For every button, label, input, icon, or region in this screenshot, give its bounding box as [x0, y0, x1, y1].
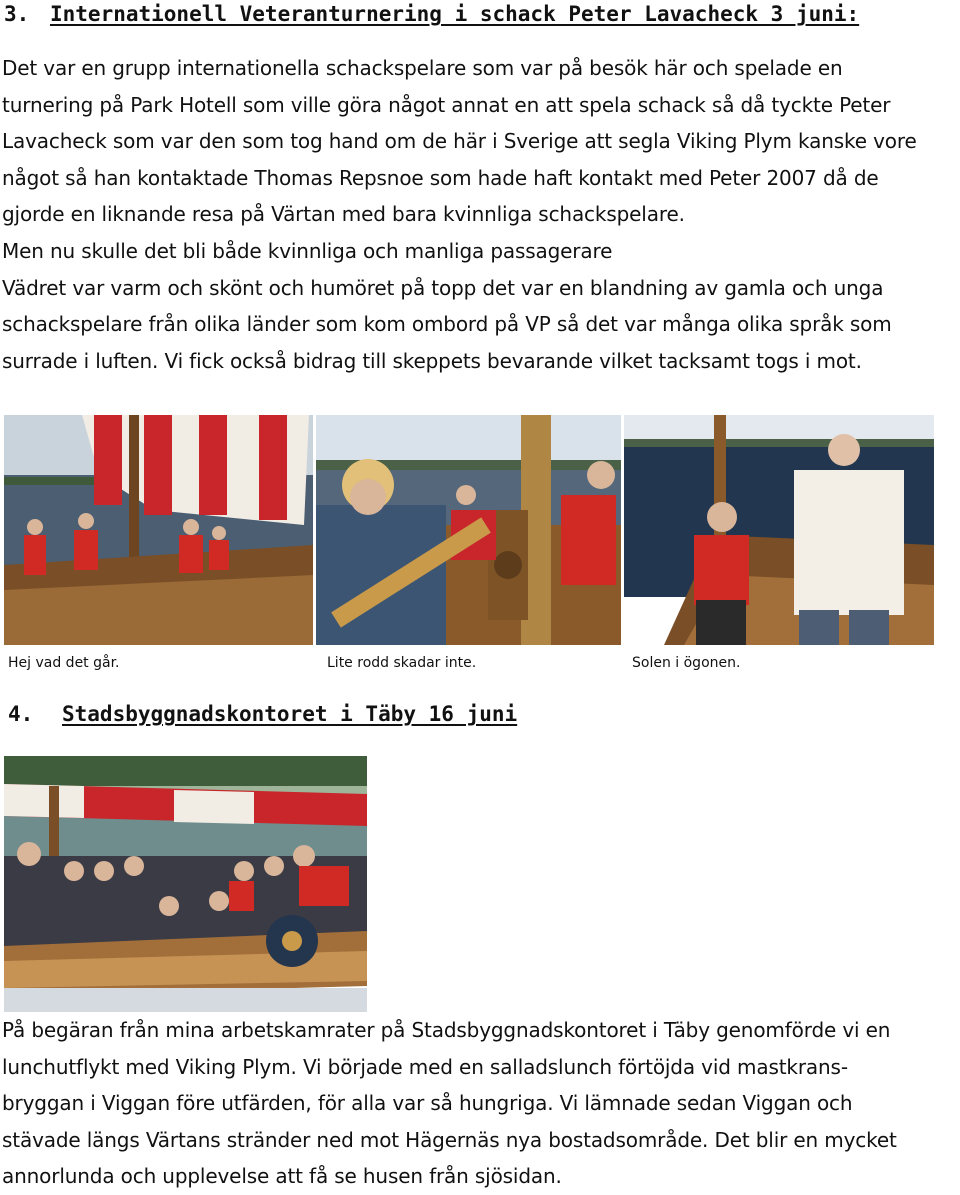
- paragraph-line: lunchutflykt med Viking Plym. Vi började med en salladslunch förtöjda vid mastkrans-: [2, 1054, 848, 1079]
- paragraph-line: turnering på Park Hotell som ville göra något annat en att spela schack så då tyckte Peter: [2, 92, 891, 117]
- section-3-heading: [4, 2, 859, 26]
- photo-boat-sail: [4, 415, 313, 645]
- paragraph-line: På begäran från mina arbetskamrater på Stadsbyggnadskontoret i Täby genomförde vi en: [2, 1018, 891, 1042]
- photo-caption: Lite rodd skadar inte.: [327, 655, 477, 671]
- section-number: 3.: [4, 2, 30, 26]
- paragraph-line: surrade i luften. Vi fick också bidrag till skeppets bevarande vilket tacksamt togs i mot.: [2, 348, 862, 373]
- photo-sun-eyes: [624, 415, 934, 645]
- paragraph-line: Det var en grupp internationella schackspelare som var på besök här och spelade en: [2, 56, 843, 80]
- paragraph-line: schackspelare från olika länder som kom ombord på VP så det var många olika språk som: [2, 312, 892, 337]
- section-4-heading: [8, 702, 517, 726]
- photo-rowing: [316, 415, 621, 645]
- paragraph-line: något så han kontaktade Thomas Repsnoe som hade haft kontakt med Peter 2007 då de: [2, 165, 879, 190]
- photo-caption: Hej vad det går.: [8, 655, 120, 671]
- section-4-paragraph: [2, 1012, 897, 1195]
- paragraph-line: stävade längs Värtans stränder ned mot Hägernäs nya bostadsområde. Det blir en mycket: [2, 1127, 897, 1152]
- photo-group-boat: [4, 756, 367, 1012]
- section-3-paragraph: [2, 50, 917, 379]
- paragraph-line: Lavacheck som var den som tog hand om de här i Sverige att segla Viking Plym kanske vore: [2, 129, 917, 154]
- paragraph-line: gjorde en liknande resa på Värtan med bara kvinnliga schackspelare.: [2, 202, 685, 227]
- section-title: Internationell Veteranturnering i schack Peter Lavacheck 3 juni:: [50, 2, 860, 26]
- paragraph-line: Vädret var varm och skönt och humöret på topp det var en blandning av gamla och unga: [2, 275, 884, 300]
- section-title: Stadsbyggnadskontoret i Täby 16 juni: [62, 702, 518, 726]
- section-number: 4.: [8, 702, 34, 726]
- paragraph-line: bryggan i Viggan före utfärden, för alla var så hungriga. Vi lämnade sedan Viggan och: [2, 1091, 853, 1116]
- paragraph-line: Men nu skulle det bli både kvinnliga och manliga passagerare: [2, 238, 613, 263]
- photo-caption: Solen i ögonen.: [632, 655, 741, 671]
- paragraph-line: annorlunda och upplevelse att få se husen från sjösidan.: [2, 1164, 562, 1189]
